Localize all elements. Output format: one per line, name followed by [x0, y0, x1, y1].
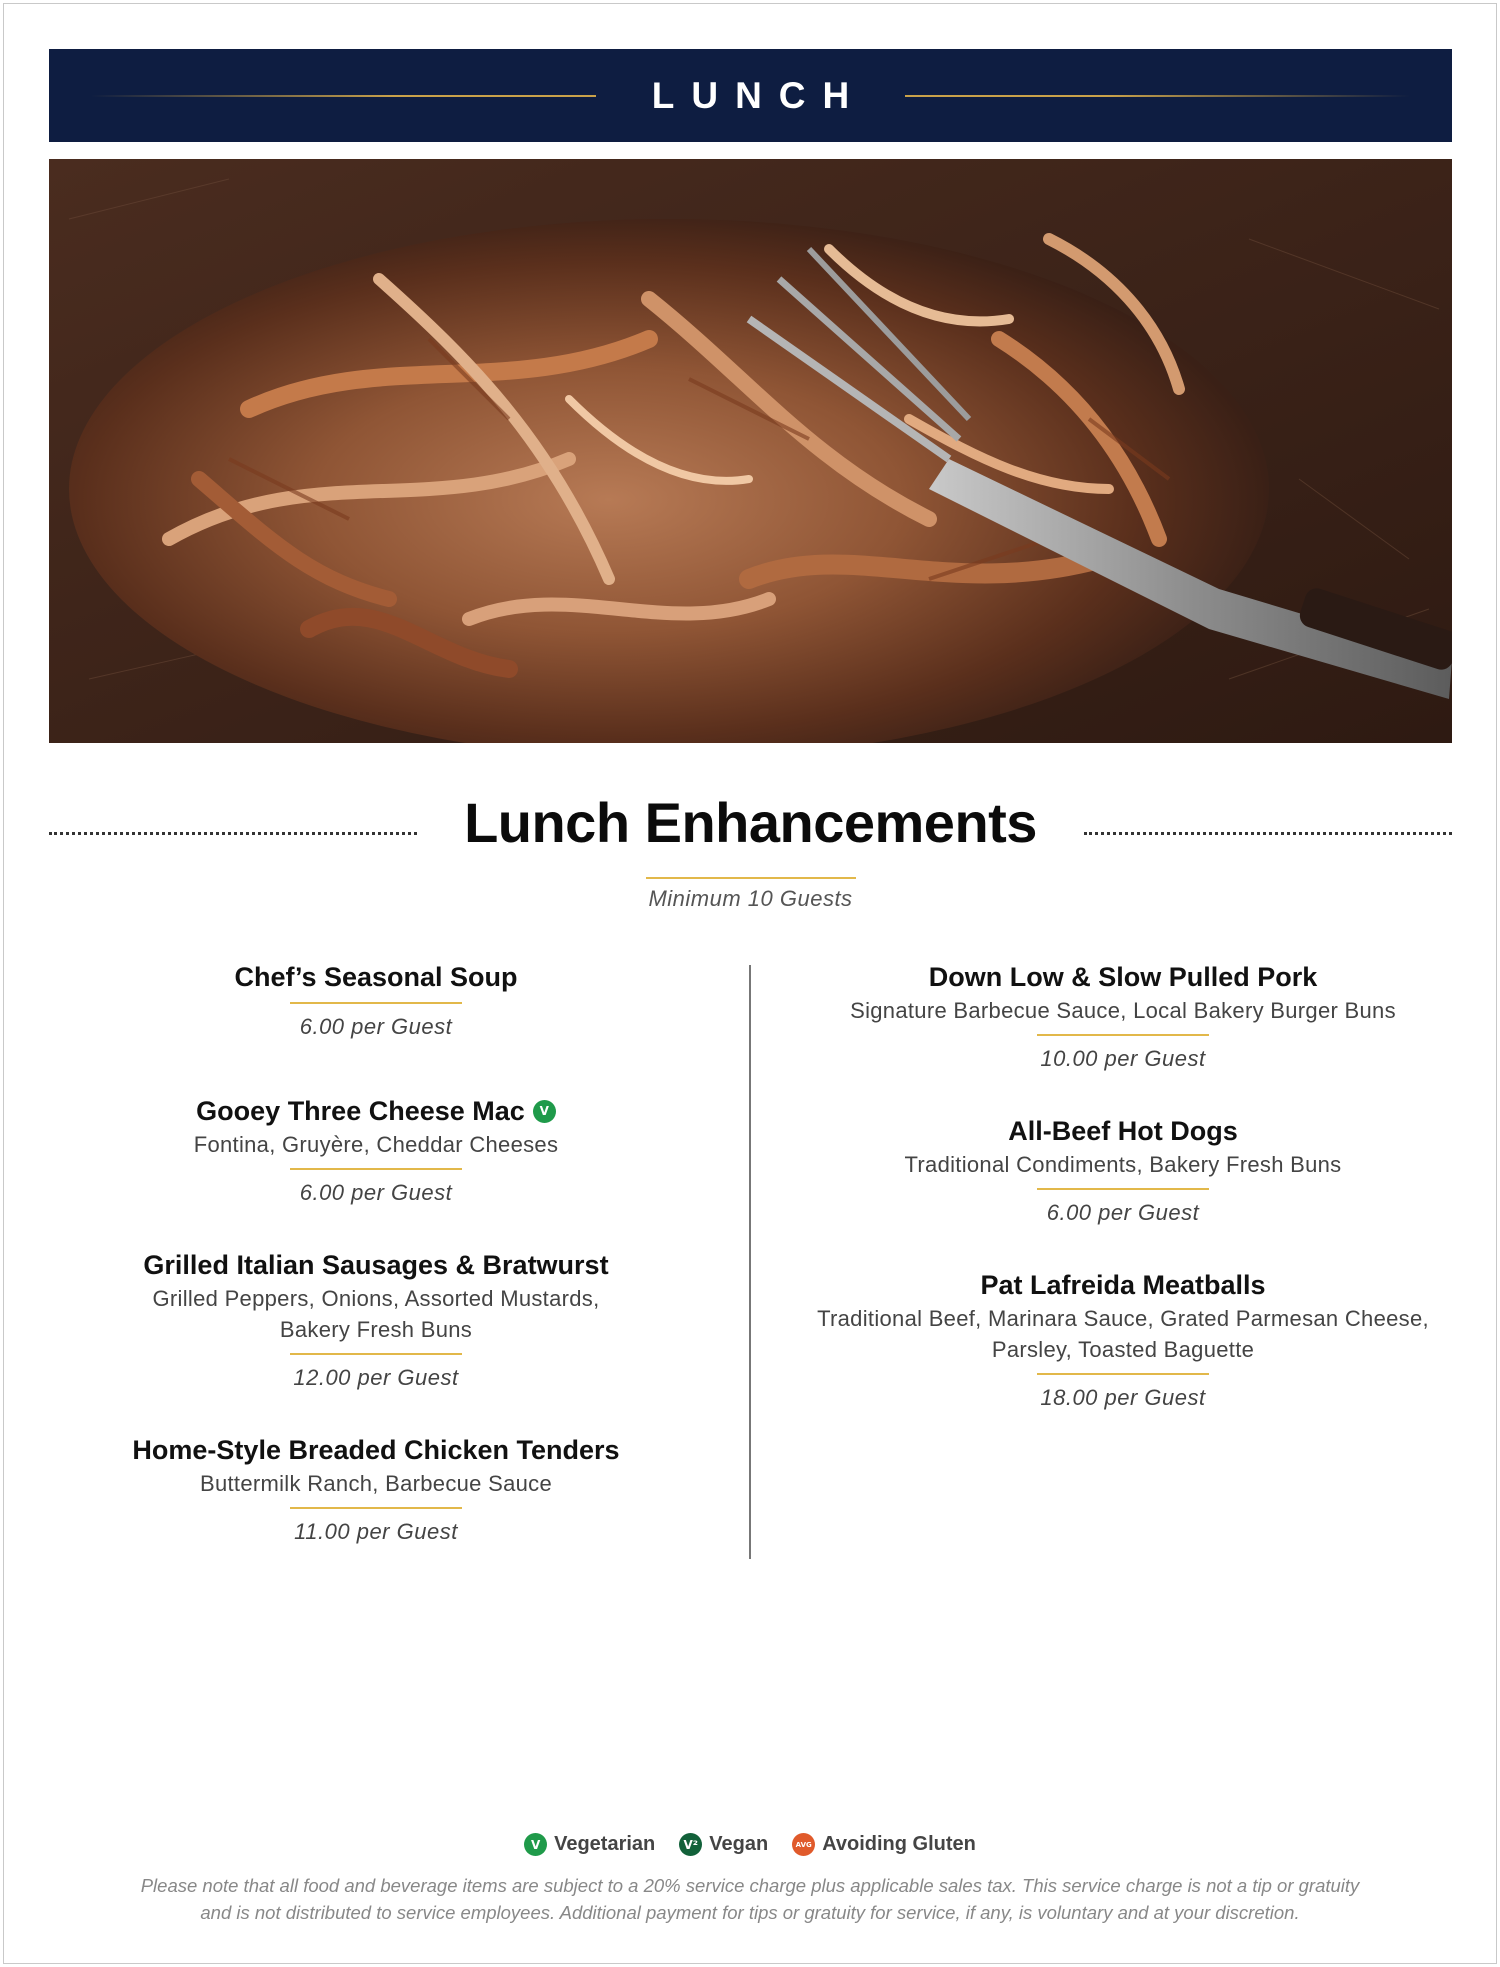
dotted-rule-right	[1084, 832, 1452, 835]
item-divider	[290, 1507, 462, 1509]
menu-column-left	[56, 960, 696, 1547]
vegetarian-icon: V	[533, 1100, 556, 1123]
item-divider	[290, 1353, 462, 1355]
item-description: Buttermilk Ranch, Barbecue Sauce	[200, 1471, 552, 1496]
item-name: Pat Lafreida Meatballs	[980, 1270, 1266, 1300]
vegan-icon: V²	[679, 1833, 702, 1856]
item-price: 6.00 per Guest	[1046, 1200, 1200, 1225]
item-description: Parsley, Toasted Baguette	[991, 1337, 1255, 1362]
item-name: Home-Style Breaded Chicken Tenders	[132, 1435, 620, 1465]
avoiding-gluten-icon: AVG	[792, 1833, 815, 1856]
banner-rule-right	[905, 95, 1410, 97]
item-name-row	[196, 1094, 556, 1128]
section-title: Lunch Enhancements	[464, 791, 1037, 854]
menu-item	[56, 1094, 696, 1208]
item-price: 12.00 per Guest	[293, 1365, 459, 1390]
item-name: Chef’s Seasonal Soup	[234, 962, 518, 992]
item-price: 11.00 per Guest	[294, 1519, 458, 1544]
item-divider	[290, 1168, 462, 1170]
menu-item	[56, 1248, 696, 1393]
vegetarian-icon: V	[524, 1833, 547, 1856]
pulled-pork-illustration	[49, 159, 1452, 743]
hero-image	[49, 159, 1452, 743]
banner-rule-left	[91, 95, 596, 97]
menu-column-right	[803, 960, 1443, 1413]
legend-label: Vegetarian	[554, 1833, 656, 1855]
title-underline	[646, 877, 856, 879]
item-description: Bakery Fresh Buns	[279, 1317, 473, 1342]
item-price: 18.00 per Guest	[1040, 1385, 1206, 1410]
page-title: LUNCH	[651, 74, 867, 116]
service-charge-disclaimer	[50, 1872, 1450, 1926]
item-divider	[290, 1002, 462, 1004]
header-banner	[49, 49, 1452, 142]
item-name: Gooey Three Cheese Mac	[196, 1096, 525, 1126]
dietary-legend	[0, 1833, 1500, 1856]
item-name: All-Beef Hot Dogs	[1008, 1116, 1238, 1146]
item-description: Traditional Beef, Marinara Sauce, Grated Parmesan Cheese,	[817, 1306, 1429, 1331]
section-header	[49, 790, 1452, 920]
item-divider	[1037, 1188, 1209, 1190]
item-price: 10.00 per Guest	[1040, 1046, 1206, 1071]
menu-item	[803, 1114, 1443, 1228]
legend-label: Avoiding Gluten	[822, 1833, 976, 1855]
item-description: Signature Barbecue Sauce, Local Bakery Burger Buns	[850, 998, 1396, 1023]
legend-vegan	[679, 1833, 768, 1856]
disclaimer-line: and is not distributed to service employees. Additional payment for tips or gratuity for service, if any, is voluntary and at your discretion.	[200, 1902, 1300, 1923]
column-divider	[749, 965, 751, 1559]
item-description: Traditional Condiments, Bakery Fresh Buns	[904, 1152, 1342, 1177]
item-divider	[1037, 1373, 1209, 1375]
item-divider	[1037, 1034, 1209, 1036]
menu-item	[56, 960, 696, 1042]
item-price: 6.00 per Guest	[299, 1014, 453, 1039]
disclaimer-line: Please note that all food and beverage items are subject to a 20% service charge plus applicable sales tax. This service charge is not a tip or gratuity	[140, 1875, 1360, 1896]
legend-avoiding-gluten	[792, 1833, 976, 1856]
item-name: Down Low & Slow Pulled Pork	[928, 962, 1318, 992]
menu-item	[56, 1433, 696, 1547]
section-subtitle: Minimum 10 Guests	[648, 886, 853, 911]
legend-label: Vegan	[709, 1833, 769, 1855]
menu-item	[803, 1268, 1443, 1413]
menu-item	[803, 960, 1443, 1074]
item-description: Grilled Peppers, Onions, Assorted Mustards,	[152, 1286, 600, 1311]
item-price: 6.00 per Guest	[299, 1180, 453, 1205]
item-description: Fontina, Gruyère, Cheddar Cheeses	[193, 1132, 559, 1157]
item-name: Grilled Italian Sausages & Bratwurst	[143, 1250, 609, 1280]
legend-vegetarian	[524, 1833, 655, 1856]
